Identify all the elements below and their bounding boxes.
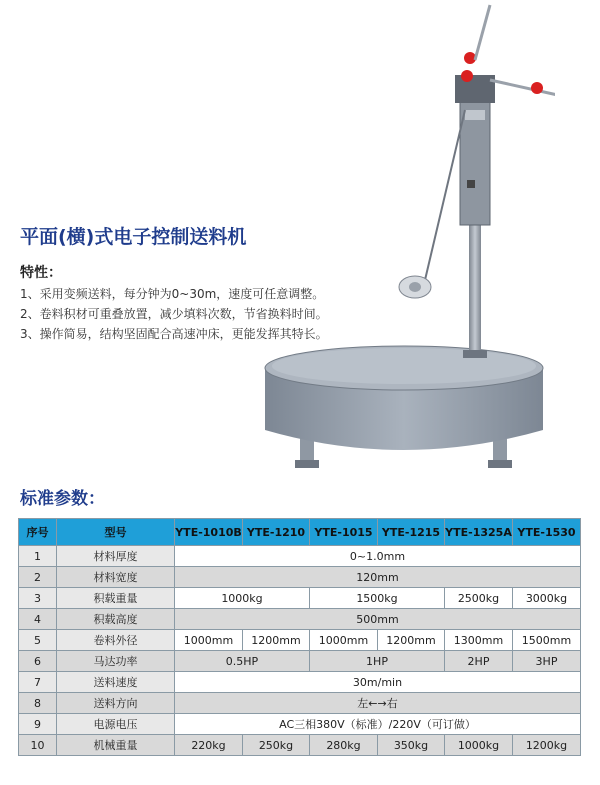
row-label: 材料厚度 bbox=[57, 546, 175, 567]
row-number: 3 bbox=[19, 588, 57, 609]
table-cell: 1000mm bbox=[175, 630, 243, 651]
row-label: 卷料外径 bbox=[57, 630, 175, 651]
table-cell: 1300mm bbox=[445, 630, 513, 651]
table-cell: 0.5HP bbox=[175, 651, 310, 672]
page-title: 平面(横)式电子控制送料机 bbox=[20, 226, 247, 248]
table-cell: 500mm bbox=[175, 609, 581, 630]
table-cell: 3HP bbox=[513, 651, 581, 672]
header-cell: YTE-1530 bbox=[513, 519, 581, 546]
table-cell: 1200mm bbox=[378, 630, 445, 651]
row-number: 1 bbox=[19, 546, 57, 567]
table-cell: 2500kg bbox=[445, 588, 513, 609]
feature-item: 3、操作简易，结构坚固配合高速冲床，更能发挥其特长。 bbox=[20, 327, 328, 341]
header-cell: YTE-1210 bbox=[243, 519, 310, 546]
row-label: 送料速度 bbox=[57, 672, 175, 693]
feeder-machine-illustration bbox=[255, 0, 555, 480]
table-row bbox=[19, 693, 581, 714]
table-cell: 1000kg bbox=[445, 735, 513, 756]
header-cell: YTE-1015 bbox=[310, 519, 378, 546]
table-cell: 左←→右 bbox=[175, 693, 581, 714]
row-label: 电源电压 bbox=[57, 714, 175, 735]
feature-item: 2、卷料积材可重叠放置，减少填料次数，节省换料时间。 bbox=[20, 307, 328, 321]
table-cell: 280kg bbox=[310, 735, 378, 756]
table-row bbox=[19, 651, 581, 672]
table-cell: 1000mm bbox=[310, 630, 378, 651]
table-cell: 1000kg bbox=[175, 588, 310, 609]
table-cell: 3000kg bbox=[513, 588, 581, 609]
header-cell: 序号 bbox=[19, 519, 57, 546]
table-cell: 2HP bbox=[445, 651, 513, 672]
table-row bbox=[19, 609, 581, 630]
table-row bbox=[19, 714, 581, 735]
spec-table bbox=[18, 518, 581, 756]
table-row bbox=[19, 735, 581, 756]
features-list bbox=[20, 284, 328, 344]
row-number: 5 bbox=[19, 630, 57, 651]
row-label: 送料方向 bbox=[57, 693, 175, 714]
table-cell: 250kg bbox=[243, 735, 310, 756]
row-number: 8 bbox=[19, 693, 57, 714]
table-row bbox=[19, 567, 581, 588]
table-header-row bbox=[19, 519, 581, 546]
row-label: 马达功率 bbox=[57, 651, 175, 672]
table-row bbox=[19, 588, 581, 609]
params-heading: 标准参数： bbox=[20, 489, 105, 509]
table-cell: 1HP bbox=[310, 651, 445, 672]
header-cell: YTE-1010B bbox=[175, 519, 243, 546]
row-number: 10 bbox=[19, 735, 57, 756]
row-number: 4 bbox=[19, 609, 57, 630]
feature-item: 1、采用变频送料，每分钟为0~30m，速度可任意调整。 bbox=[20, 287, 325, 301]
row-label: 积载重量 bbox=[57, 588, 175, 609]
row-label: 积载高度 bbox=[57, 609, 175, 630]
table-cell: 30m/min bbox=[175, 672, 581, 693]
row-label: 材料宽度 bbox=[57, 567, 175, 588]
row-number: 9 bbox=[19, 714, 57, 735]
table-cell: 1200kg bbox=[513, 735, 581, 756]
header-cell: YTE-1325A bbox=[445, 519, 513, 546]
row-number: 6 bbox=[19, 651, 57, 672]
table-cell: 350kg bbox=[378, 735, 445, 756]
table-cell: 1200mm bbox=[243, 630, 310, 651]
header-cell: 型号 bbox=[57, 519, 175, 546]
table-cell: 1500kg bbox=[310, 588, 445, 609]
row-number: 2 bbox=[19, 567, 57, 588]
row-number: 7 bbox=[19, 672, 57, 693]
table-row bbox=[19, 630, 581, 651]
row-label: 机械重量 bbox=[57, 735, 175, 756]
table-row bbox=[19, 672, 581, 693]
table-cell: 120mm bbox=[175, 567, 581, 588]
table-cell: 220kg bbox=[175, 735, 243, 756]
table-cell: 0~1.0mm bbox=[175, 546, 581, 567]
header-cell: YTE-1215 bbox=[378, 519, 445, 546]
table-row bbox=[19, 546, 581, 567]
table-cell: 1500mm bbox=[513, 630, 581, 651]
table-cell: AC三相380V（标准）/220V（可订做） bbox=[175, 714, 581, 735]
features-heading: 特性： bbox=[20, 265, 62, 281]
